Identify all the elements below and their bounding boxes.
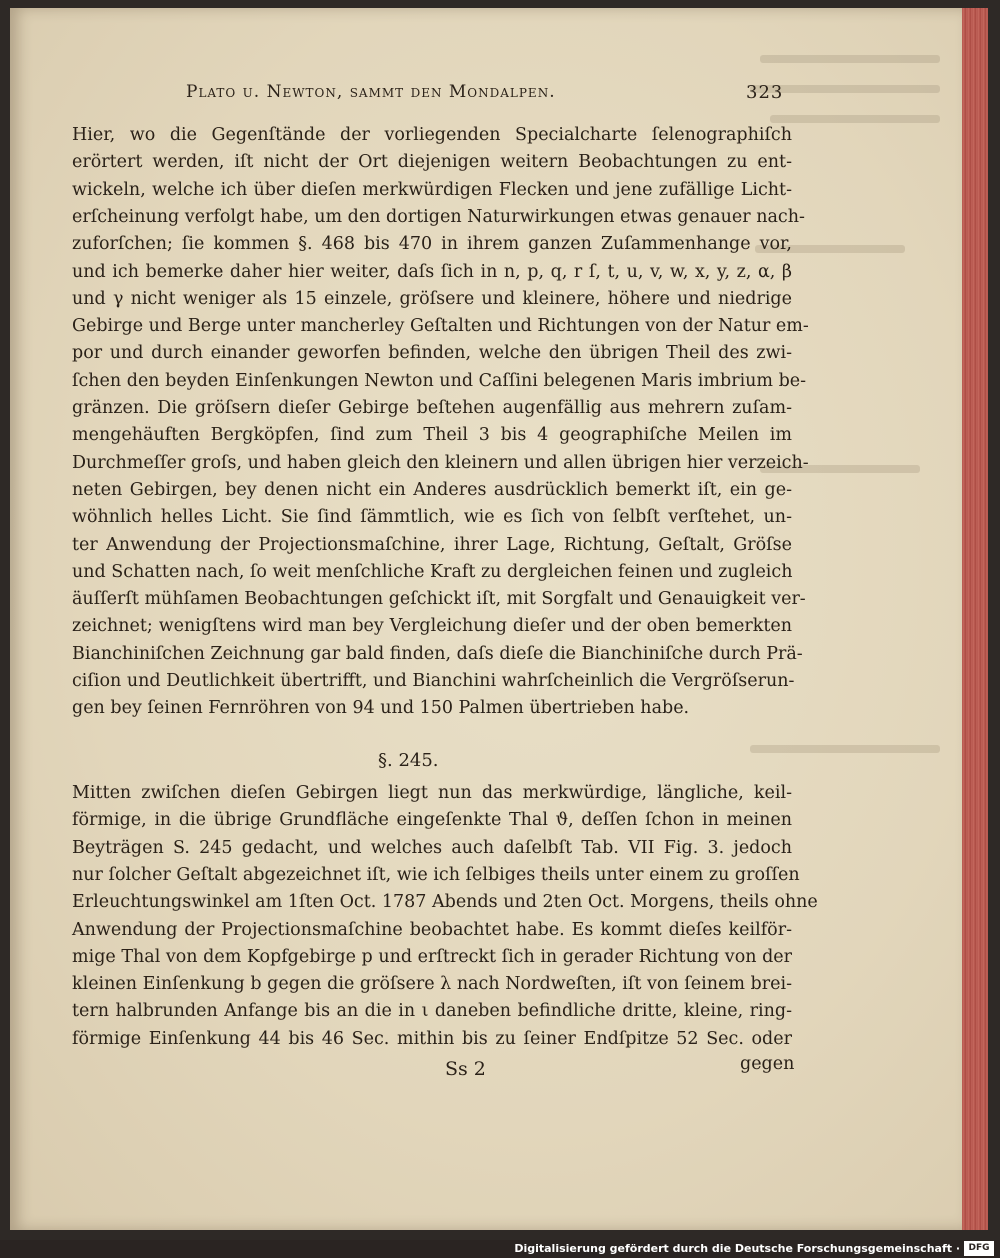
text-line: förmige Einſenkung 44 bis 46 Sec. mithin bis zu ſeiner Endſpitze 52 Sec. oder bbox=[72, 1028, 792, 1049]
header-title: Plato u. Newton, sammt den Mondalpen. bbox=[186, 82, 556, 102]
footer-credit: Digitalisierung gefördert durch die Deutsche Forschungsgemeinschaft · bbox=[514, 1242, 960, 1255]
dfg-logo: DFG bbox=[964, 1241, 994, 1256]
text-line: wöhnlich helles Licht. Sie ſind ſämmtlich, wie es ſich von ſelbſt verſtehet, un- bbox=[72, 507, 792, 528]
text-line: Beyträgen S. 245 gedacht, und welches auch daſelbſt Tab. VII Fig. 3. jedoch bbox=[72, 837, 792, 858]
text-line: wickeln, welche ich über dieſen merkwürdigen Flecken und jene zufällige Licht- bbox=[72, 179, 792, 200]
text-line: und ich bemerke daher hier weiter, daſs ſich in n, p, q, r ſ, t, u, v, w, x, y, z, α, β bbox=[72, 261, 792, 282]
text-line: erſcheinung verfolgt habe, um den dortigen Naturwirkungen etwas genauer nach- bbox=[72, 206, 805, 227]
text-line: gen bey ſeinen Fernröhren von 94 und 150 Palmen übertrieben habe. bbox=[72, 698, 690, 719]
page-number: 323 bbox=[746, 82, 784, 103]
text-line: nur ſolcher Geſtalt abgezeichnet iſt, wie ich ſelbiges theils unter einem zu groſſen bbox=[72, 864, 800, 885]
text-line: und Schatten nach, ſo weit menſchliche Kraft zu dergleichen feinen und zugleich bbox=[72, 561, 793, 582]
text-line: mige Thal von dem Kopfgebirge p und erſtreckt ſich in gerader Richtung von der bbox=[72, 946, 792, 967]
text-line: mengehäuften Bergköpfen, ſind zum Theil 3 bis 4 geographiſche Meilen im bbox=[72, 425, 792, 446]
text-line: ter Anwendung der Projectionsmaſchine, ihrer Lage, Richtung, Geſtalt, Gröſse bbox=[72, 534, 792, 555]
text-line: ciſion und Deutlichkeit übertrifft, und Bianchini wahrſcheinlich die Vergröſserun- bbox=[72, 671, 795, 691]
text-line: Gebirge und Berge unter mancherley Geſtalten und Richtungen von der Natur em- bbox=[72, 316, 809, 337]
text-line: zuforſchen; ſie kommen §. 468 bis 470 in ihrem ganzen Zuſammenhange vor, bbox=[72, 234, 792, 255]
text-line: gränzen. Die gröſsern dieſer Gebirge beſtehen augenfällig aus mehrern zuſam- bbox=[72, 398, 792, 418]
section-number: §. 245. bbox=[378, 750, 439, 771]
text-line: förmige, in die übrige Grundfläche eingeſenkte Thal ϑ, deſſen ſchon in meinen bbox=[72, 810, 792, 831]
text-line: Erleuchtungswinkel am 1ſten Oct. 1787 Abends und 2ten Oct. Morgens, theils ohne bbox=[72, 892, 818, 913]
text-line: und γ nicht weniger als 15 einzele, gröſsere und kleinere, höhere und niedrige bbox=[72, 288, 792, 309]
text-line: por und durch einander geworfen befinden, welche den übrigen Theil des zwi- bbox=[72, 343, 792, 364]
text-line: zeichnet; wenigſtens wird man bey Vergleichung dieſer und der oben bemerkten bbox=[72, 616, 792, 637]
text-line: tern halbrunden Anfange bis an die in ι daneben befindliche dritte, kleine, ring- bbox=[72, 1001, 792, 1022]
text-line: kleinen Einſenkung b gegen die gröſsere λ nach Nordweſten, iſt von ſeinem brei- bbox=[72, 974, 792, 995]
text-line: Anwendung der Projectionsmaſchine beobachtet habe. Es kommt dieſes keilför- bbox=[72, 919, 792, 940]
text-line: Mitten zwiſchen dieſen Gebirgen liegt nun das merkwürdige, längliche, keil- bbox=[72, 783, 792, 803]
signature-mark: Ss 2 bbox=[445, 1058, 486, 1080]
text-line: erörtert werden, iſt nicht der Ort diejenigen weitern Beobachtungen zu ent- bbox=[72, 152, 792, 173]
catchword: gegen bbox=[740, 1054, 795, 1074]
text-line: äuſſerſt mühſamen Beobachtungen geſchickt iſt, mit Sorgfalt und Genauigkeit ver- bbox=[72, 589, 806, 610]
text-line: Durchmeſſer groſs, und haben gleich den kleinern und allen übrigen hier verzeich- bbox=[72, 452, 809, 473]
running-header bbox=[186, 82, 786, 106]
page-edge-stack bbox=[962, 8, 988, 1230]
text-line: neten Gebirgen, bey denen nicht ein Anderes ausdrücklich bemerkt iſt, ein ge- bbox=[72, 479, 792, 500]
text-line: ſchen den beyden Einſenkungen Newton und Caſſini belegenen Maris imbrium be- bbox=[72, 370, 807, 391]
text-line: Hier, wo die Gegenſtände der vorliegenden Specialcharte ſelenographiſch bbox=[72, 125, 792, 145]
text-line: Bianchiniſchen Zeichnung gar bald finden, daſs dieſe die Bianchiniſche durch Prä- bbox=[72, 643, 803, 664]
